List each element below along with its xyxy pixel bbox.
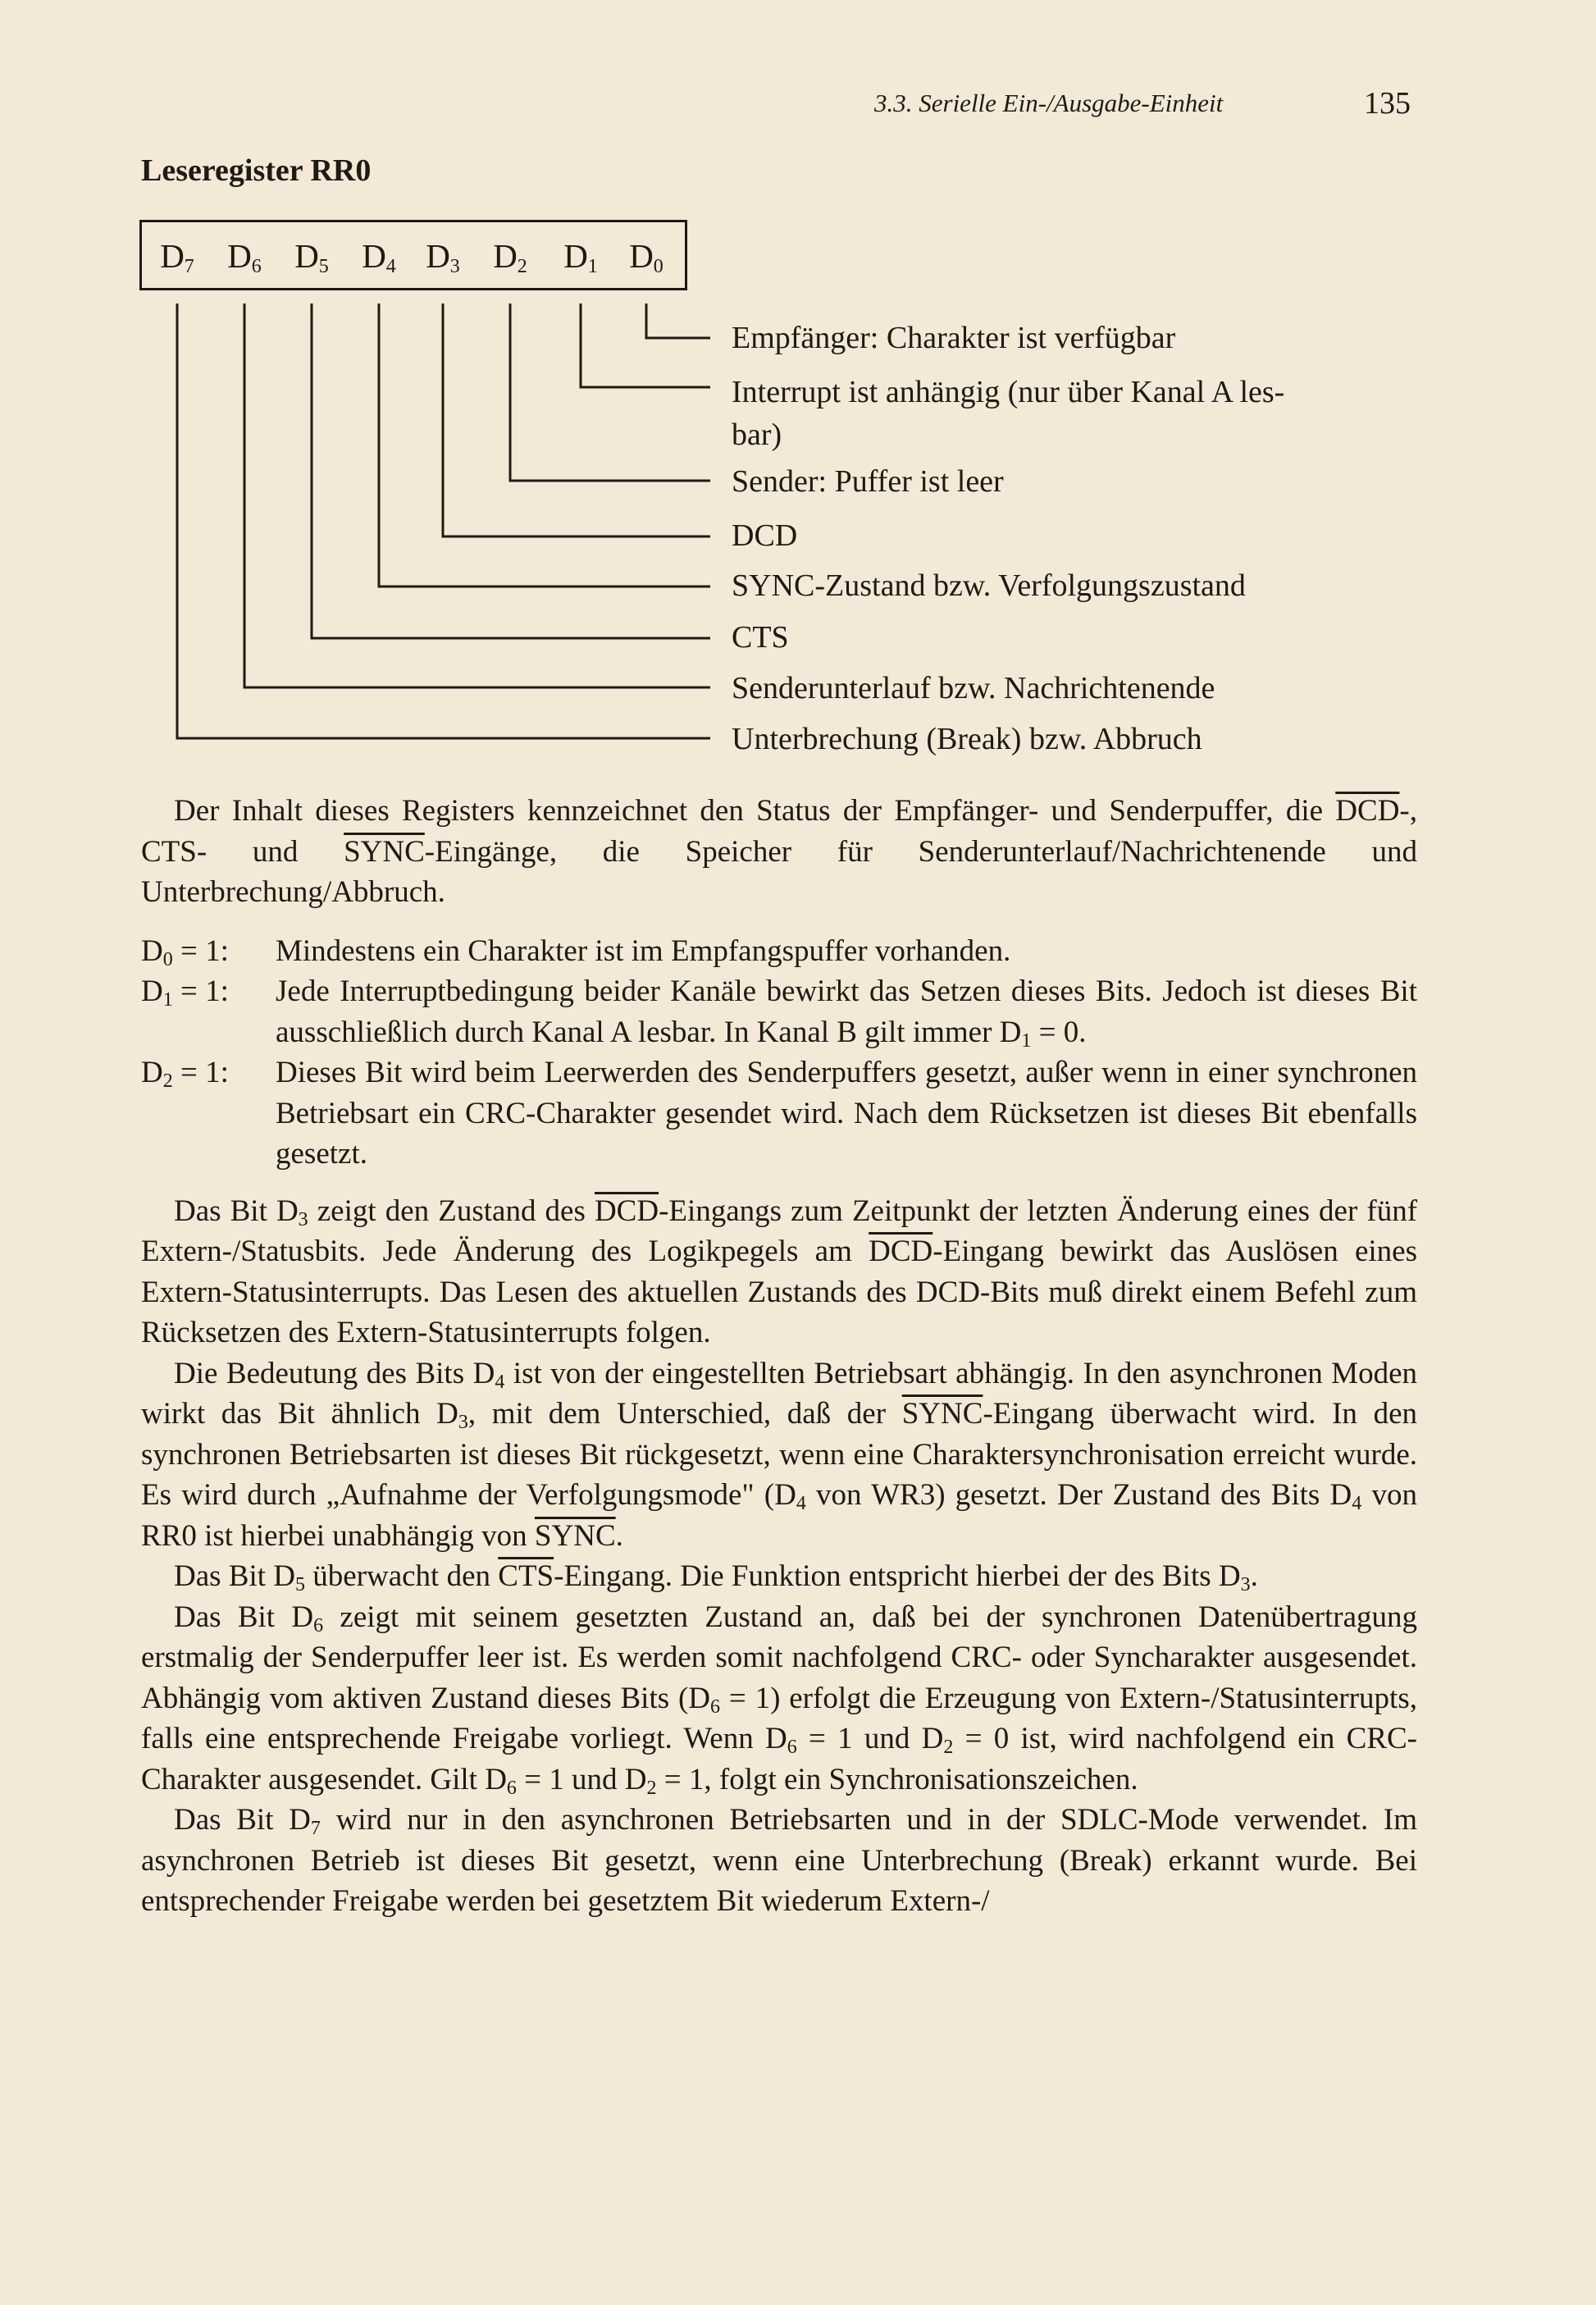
definition-text: Mindestens ein Charakter ist im Empfangspuffer vorhanden. xyxy=(276,933,1011,968)
register-bit-d3: $D_3$ xyxy=(426,237,460,277)
bit-definition-list xyxy=(141,931,1417,1175)
register-bit-d4: $D_4$ xyxy=(362,237,396,277)
desc-d2: Sender: Puffer ist leer xyxy=(732,464,1004,499)
connector-d6 xyxy=(244,304,710,687)
paragraph-d6: Das Bit D6 zeigt mit seinem gesetzten Zustand an, daß bei der synchronen Datenübertragung erstmalig der Senderpuffer leer ist. Es werden somit nachfolgend CRC- oder Syncharakter ausgesendet. Abhängig vom aktiven Zustand dieses Bits (D6 = 1) erfolgt die Erzeugung von Extern-/Statusinterrupts, falls eine entsprechende Freigabe vorliegt. Wenn D6 = 1 und D2 = 0 ist, wird nachfolgend ein CRC-Charakter ausgesendet. Gilt D6 = 1 und D2 = 1, folgt ein Synchronisationszeichen. xyxy=(141,1600,1418,1799)
desc-d1-line2: bar) xyxy=(732,418,782,452)
register-bit-d0: $D_0$ xyxy=(629,237,663,277)
definition-key: D0 = 1: xyxy=(141,933,229,970)
register-bit-d5: $D_5$ xyxy=(294,237,329,277)
paragraph-intro: Der Inhalt dieses Registers kennzeichnet den Status der Empfänger- und Senderpuffer, die $\overline{DCD}-$, CTS- und SYNC-Eingänge, die Speicher für Senderunterlauf/Nachrichtenende und Unterbrechung/Abbruch. xyxy=(141,794,1417,909)
paragraph-d3: Das Bit D3 zeigt den Zustand des $\overline{DCD}$-Eingangs zum Zeitpunkt der letzten Änderung eines der fünf Extern-/Statusbits. Jede Änderung des Logikpegels am $\overline{DCD}$-Eingang bewirkt das Auslösen eines Extern-Statusinterrupts. Das Lesen des aktuellen Zustands des DCD-Bits muß direkt einem Befehl zum Rücksetzen des Extern-Statusinterrupts folgen. xyxy=(141,1194,1418,1349)
page-number: 135 xyxy=(1364,86,1411,121)
definition-d1 xyxy=(141,971,1417,1052)
register-bit-d2: $D_2$ xyxy=(493,237,527,277)
desc-d3: DCD xyxy=(732,518,798,553)
definition-text: Jede Interruptbedingung beider Kanäle bewirkt das Setzen dieses Bits. Jedoch ist dieses Bit ausschließlich durch Kanal A lesbar. In Kanal B gilt immer D1 = 0. xyxy=(276,974,1417,1052)
paragraph-d4: Die Bedeutung des Bits D4 ist von der eingestellten Betriebsart abhängig. In den asynchronen Moden wirkt das Bit ähnlich D3, mit dem Unterschied, daß der SYNC-Eingang überwacht wird. In den synchronen Betriebsarten ist dieses Bit rückgesetzt, wenn eine Charaktersynchronisation erreicht wurde. Es wird durch „Aufnahme der Verfolgungsmode" (D4 von WR3) gesetzt. Der Zustand des Bits D4 von RR0 ist hierbei unabhängig von SYNC. xyxy=(141,1356,1417,1553)
desc-d6: Senderunterlauf bzw. Nachrichtenende xyxy=(732,671,1215,705)
section-heading: Leseregister RR0 xyxy=(141,153,372,188)
register-bit-d6: $D_6$ xyxy=(227,237,262,277)
definition-d2 xyxy=(141,1052,1417,1175)
desc-d7: Unterbrechung (Break) bzw. Abbruch xyxy=(732,722,1202,756)
register-bit-d7: $D_7$ xyxy=(160,237,194,277)
body-text xyxy=(141,791,1417,1922)
running-head: 3.3. Serielle Ein-/Ausgabe-Einheit xyxy=(874,89,1224,117)
paragraph-d7: Das Bit D7 wird nur in den asynchronen Betriebsarten und in der SDLC-Mode verwendet. Im asynchronen Betrieb ist dieses Bit gesetzt, wenn eine Unterbrechung (Break) erkannt wurde. Bei entsprechender Freigabe werden bei gesetztem Bit wiederum Extern-/ xyxy=(141,1803,1417,1918)
desc-d0: Empfänger: Charakter ist verfügbar xyxy=(732,321,1176,355)
connector-d4 xyxy=(379,304,710,587)
register-bit-d1: $D_1$ xyxy=(563,237,598,277)
desc-d5: CTS xyxy=(732,620,789,655)
definition-d0 xyxy=(141,931,1417,972)
desc-d1-line1: Interrupt ist anhängig (nur über Kanal A les- xyxy=(732,375,1285,409)
connector-d2 xyxy=(510,304,710,481)
definition-key: D1 = 1: xyxy=(141,974,229,1011)
definition-key: D2 = 1: xyxy=(141,1056,229,1092)
connector-d0 xyxy=(646,304,710,338)
definition-text: Dieses Bit wird beim Leerwerden des Senderpuffers gesetzt, außer wenn in einer synchronen Betriebsart ein CRC-Charakter gesendet wird. Nach dem Rücksetzen ist dieses Bit ebenfalls gesetzt. xyxy=(276,1056,1417,1171)
paragraph-d5: Das Bit D5 überwacht den $\overline{CTS}$-Eingang. Die Funktion entspricht hierbei der des Bits D3. xyxy=(174,1559,1258,1595)
desc-d4: SYNC-Zustand bzw. Verfolgungszustand xyxy=(732,568,1246,603)
